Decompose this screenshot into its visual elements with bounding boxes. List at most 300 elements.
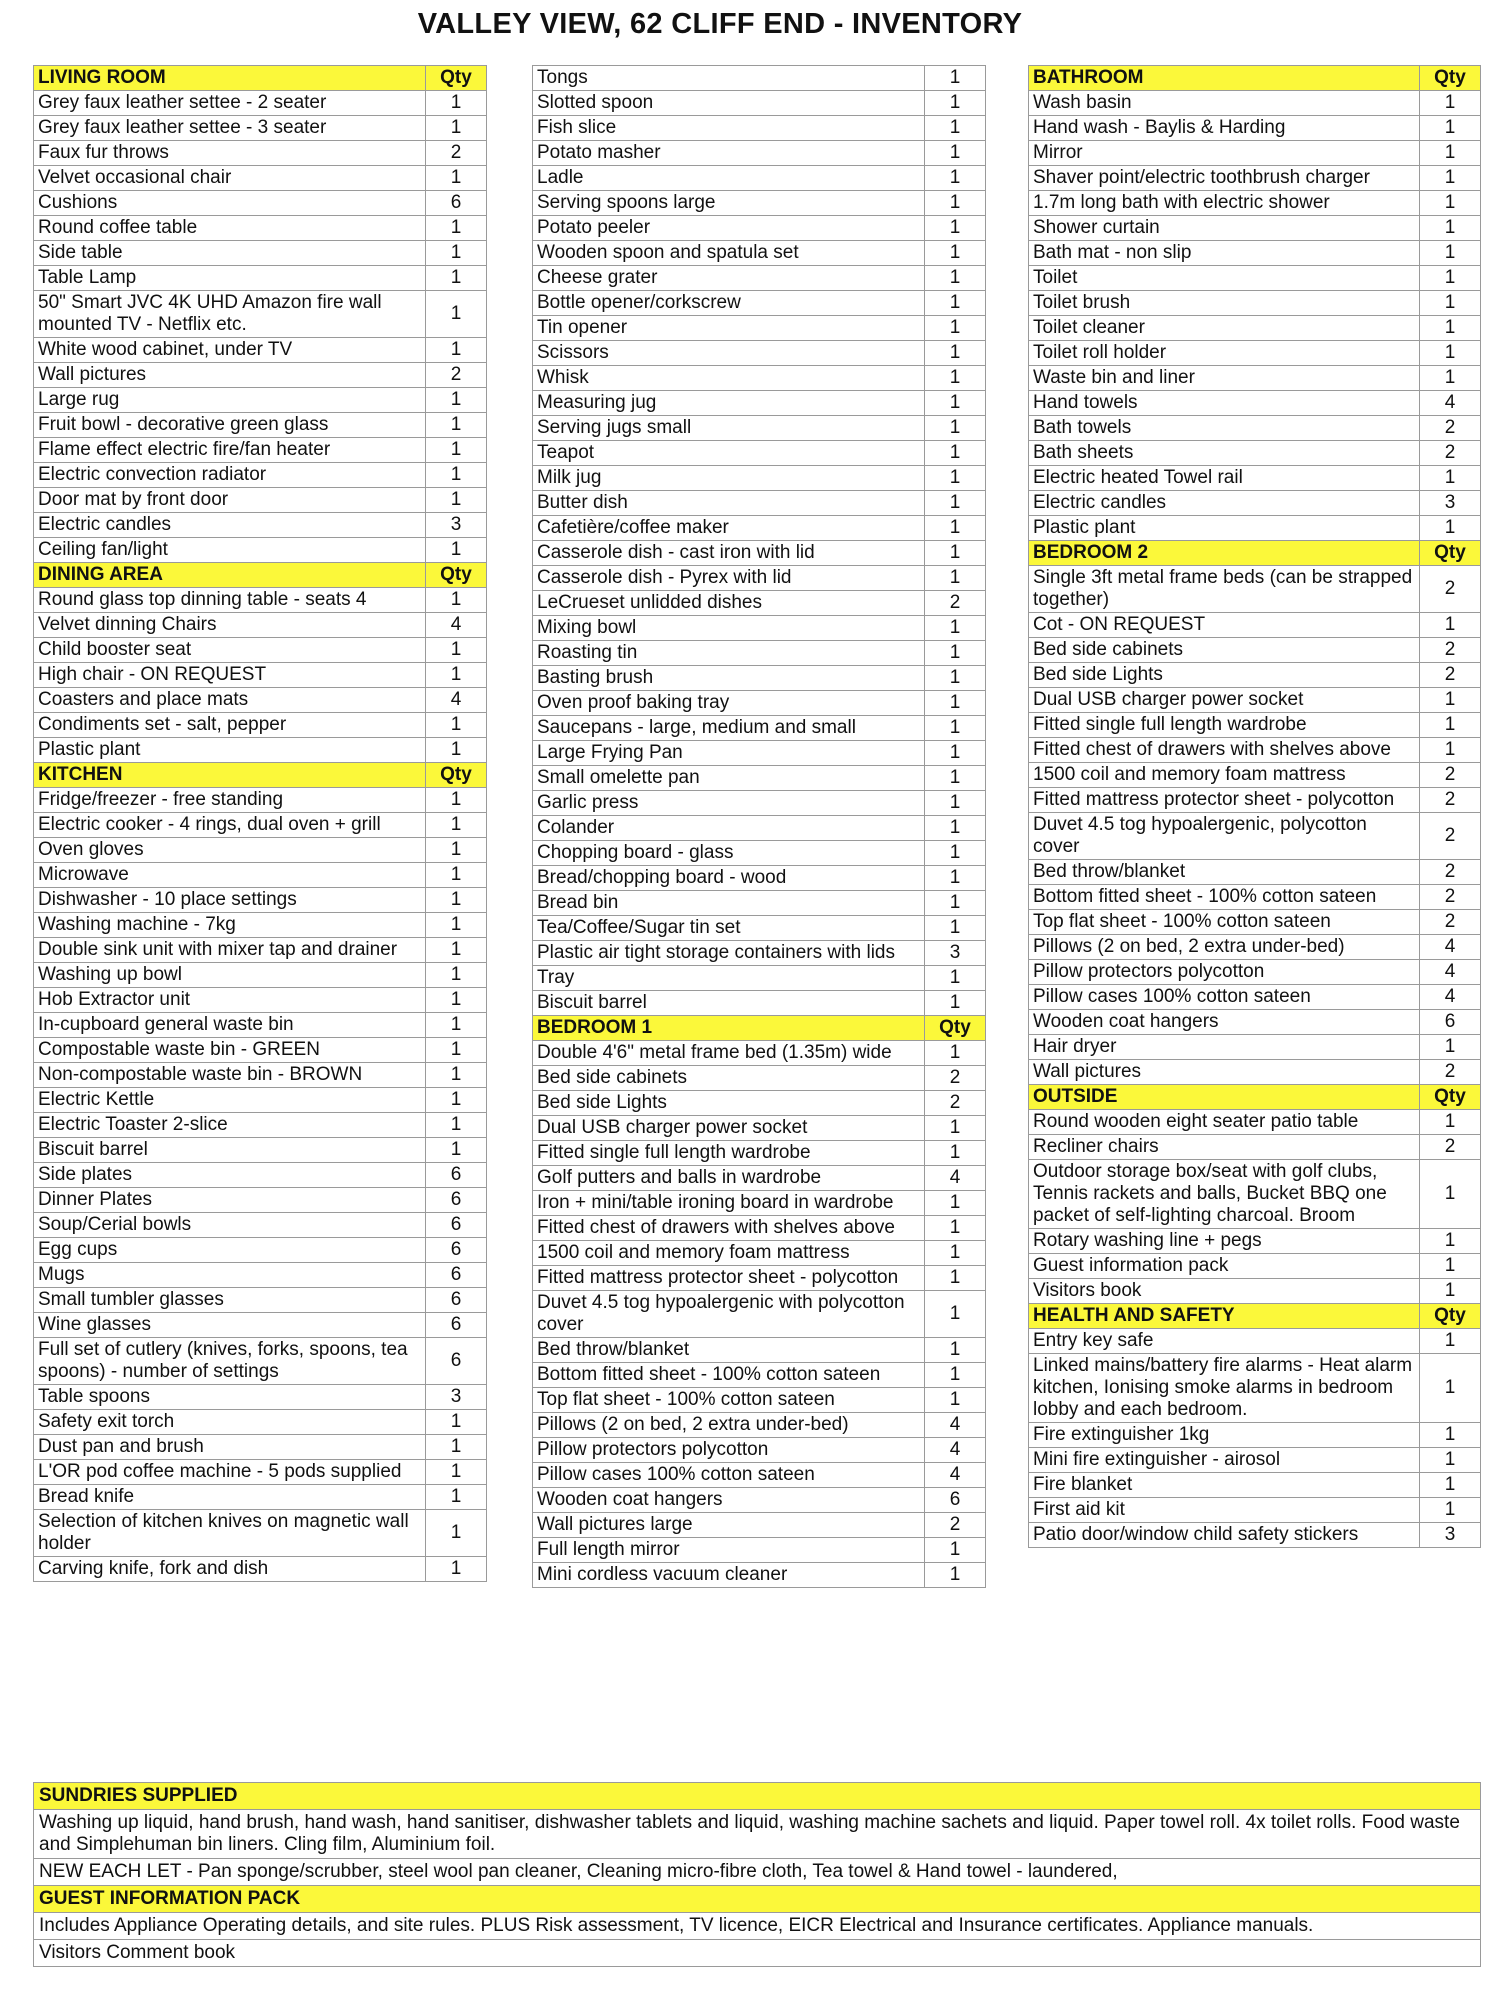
item-qty: 1: [925, 1241, 986, 1266]
inventory-table: [1028, 65, 1481, 1548]
item-name: Electric candles: [34, 513, 426, 538]
item-qty: 1: [925, 1363, 986, 1388]
item-qty: 1: [426, 1113, 487, 1138]
table-row: [533, 941, 986, 966]
item-name: Linked mains/battery fire alarms - Heat alarm kitchen, Ionising smoke alarms in bedroom lobby and each bedroom.: [1029, 1354, 1420, 1423]
item-name: White wood cabinet, under TV: [34, 338, 426, 363]
table-row: [34, 338, 487, 363]
table-row: [1029, 466, 1481, 491]
table-row: [1029, 1110, 1481, 1135]
item-name: Electric candles: [1029, 491, 1420, 516]
item-qty: 1: [925, 866, 986, 891]
item-name: Table Lamp: [34, 266, 426, 291]
sundries-section: [33, 1782, 1481, 1967]
table-row: [1029, 316, 1481, 341]
table-row: [533, 341, 986, 366]
item-name: Electric heated Towel rail: [1029, 466, 1420, 491]
table-row: [533, 1413, 986, 1438]
item-qty: 2: [1420, 813, 1481, 860]
item-qty: 1: [925, 316, 986, 341]
item-qty: 1: [426, 1460, 487, 1485]
table-row: [1029, 638, 1481, 663]
item-qty: 4: [925, 1463, 986, 1488]
item-name: Washing up bowl: [34, 963, 426, 988]
item-name: Duvet 4.5 tog hypoalergenic with polycotton cover: [533, 1291, 925, 1338]
item-qty: 1: [426, 266, 487, 291]
item-qty: 1: [925, 1216, 986, 1241]
qty-header: Qty: [1420, 1085, 1481, 1110]
item-qty: 1: [426, 438, 487, 463]
item-name: Potato peeler: [533, 216, 925, 241]
table-row: [34, 363, 487, 388]
item-name: Dust pan and brush: [34, 1435, 426, 1460]
table-row: [1029, 1229, 1481, 1254]
table-row: [533, 616, 986, 641]
item-qty: 6: [925, 1488, 986, 1513]
item-qty: 2: [1420, 441, 1481, 466]
table-row: [1029, 566, 1481, 613]
item-qty: 1: [925, 166, 986, 191]
item-qty: 1: [925, 566, 986, 591]
item-qty: 1: [925, 1116, 986, 1141]
item-name: Wine glasses: [34, 1313, 426, 1338]
item-qty: 6: [426, 191, 487, 216]
item-qty: 1: [1420, 1329, 1481, 1354]
item-name: Cheese grater: [533, 266, 925, 291]
table-row: [34, 388, 487, 413]
item-qty: 2: [426, 363, 487, 388]
table-row: [1029, 1135, 1481, 1160]
table-row: [34, 241, 487, 266]
item-name: Soup/Cerial bowls: [34, 1213, 426, 1238]
item-qty: 1: [925, 916, 986, 941]
table-row: [533, 591, 986, 616]
item-qty: 1: [1420, 713, 1481, 738]
item-name: Pillows (2 on bed, 2 extra under-bed): [1029, 935, 1420, 960]
item-name: Side plates: [34, 1163, 426, 1188]
table-row: [34, 1460, 487, 1485]
table-row: [34, 913, 487, 938]
table-row: [533, 91, 986, 116]
item-name: Full length mirror: [533, 1538, 925, 1563]
item-name: Fitted single full length wardrobe: [533, 1141, 925, 1166]
item-qty: 6: [426, 1263, 487, 1288]
item-name: Milk jug: [533, 466, 925, 491]
item-qty: 1: [426, 713, 487, 738]
table-row: [34, 1138, 487, 1163]
item-name: Mixing bowl: [533, 616, 925, 641]
item-qty: 1: [1420, 266, 1481, 291]
item-qty: 1: [925, 491, 986, 516]
table-row: [34, 1510, 487, 1557]
item-qty: 1: [925, 91, 986, 116]
item-name: Coasters and place mats: [34, 688, 426, 713]
item-qty: 2: [1420, 1060, 1481, 1085]
table-row: [533, 1513, 986, 1538]
item-name: Top flat sheet - 100% cotton sateen: [533, 1388, 925, 1413]
table-row: [533, 216, 986, 241]
table-row: [1029, 216, 1481, 241]
table-row: [533, 766, 986, 791]
item-name: Bottom fitted sheet - 100% cotton sateen: [533, 1363, 925, 1388]
table-row: [34, 191, 487, 216]
table-row: [1029, 663, 1481, 688]
item-name: Wooden coat hangers: [1029, 1010, 1420, 1035]
item-name: Guest information pack: [1029, 1254, 1420, 1279]
item-name: Measuring jug: [533, 391, 925, 416]
table-row: [1029, 763, 1481, 788]
item-qty: 1: [1420, 291, 1481, 316]
item-name: Toilet: [1029, 266, 1420, 291]
item-qty: 2: [1420, 638, 1481, 663]
table-row: [34, 1013, 487, 1038]
table-row: [533, 1538, 986, 1563]
table-row: [533, 1388, 986, 1413]
table-row: [533, 1338, 986, 1363]
qty-header: Qty: [1420, 1304, 1481, 1329]
table-row: [1029, 1160, 1481, 1229]
item-qty: 2: [1420, 860, 1481, 885]
section-header-row: [1029, 1304, 1481, 1329]
table-row: [533, 1241, 986, 1266]
item-name: L'OR pod coffee machine - 5 pods supplied: [34, 1460, 426, 1485]
item-name: Dishwasher - 10 place settings: [34, 888, 426, 913]
item-name: Bed side cabinets: [533, 1066, 925, 1091]
item-qty: 1: [426, 1138, 487, 1163]
item-qty: 6: [426, 1313, 487, 1338]
table-row: [34, 988, 487, 1013]
item-name: Plastic plant: [1029, 516, 1420, 541]
table-row: [533, 866, 986, 891]
sundries-line: NEW EACH LET - Pan sponge/scrubber, steel wool pan cleaner, Cleaning micro-fibre cloth, Tea towel & Hand towel - laundered,: [34, 1859, 1481, 1886]
table-row: [34, 613, 487, 638]
table-row: [1029, 241, 1481, 266]
item-name: Butter dish: [533, 491, 925, 516]
table-row: [34, 1113, 487, 1138]
table-row: [1029, 860, 1481, 885]
item-qty: 1: [1420, 166, 1481, 191]
item-qty: 1: [925, 541, 986, 566]
item-qty: 1: [1420, 516, 1481, 541]
item-name: Fitted mattress protector sheet - polycotton: [1029, 788, 1420, 813]
item-qty: 1: [1420, 116, 1481, 141]
item-name: Fitted chest of drawers with shelves above: [533, 1216, 925, 1241]
item-qty: 1: [426, 1063, 487, 1088]
guest-pack-line: Visitors Comment book: [34, 1940, 1481, 1967]
item-name: Carving knife, fork and dish: [34, 1557, 426, 1582]
item-qty: 1: [426, 488, 487, 513]
table-row: [1029, 91, 1481, 116]
item-qty: 4: [1420, 391, 1481, 416]
item-qty: 1: [426, 388, 487, 413]
table-row: [1029, 813, 1481, 860]
table-row: [533, 1266, 986, 1291]
item-qty: 1: [426, 913, 487, 938]
item-name: Door mat by front door: [34, 488, 426, 513]
table-row: [1029, 166, 1481, 191]
item-name: Fitted chest of drawers with shelves above: [1029, 738, 1420, 763]
item-name: Ladle: [533, 166, 925, 191]
item-qty: 1: [1420, 141, 1481, 166]
item-name: Compostable waste bin - GREEN: [34, 1038, 426, 1063]
section-header-row: [1029, 66, 1481, 91]
table-row: [34, 116, 487, 141]
item-qty: 1: [925, 1141, 986, 1166]
item-qty: 1: [426, 788, 487, 813]
item-name: In-cupboard general waste bin: [34, 1013, 426, 1038]
table-row: [533, 1463, 986, 1488]
item-qty: 1: [426, 1088, 487, 1113]
item-qty: 3: [1420, 1523, 1481, 1548]
item-name: Wall pictures large: [533, 1513, 925, 1538]
table-row: [1029, 935, 1481, 960]
item-name: High chair - ON REQUEST: [34, 663, 426, 688]
table-row: [34, 713, 487, 738]
item-qty: 1: [925, 266, 986, 291]
table-row: [34, 291, 487, 338]
item-qty: 1: [925, 441, 986, 466]
item-qty: 1: [925, 1291, 986, 1338]
table-row: [1029, 116, 1481, 141]
item-name: Patio door/window child safety stickers: [1029, 1523, 1420, 1548]
item-qty: 1: [1420, 1498, 1481, 1523]
item-name: Fire blanket: [1029, 1473, 1420, 1498]
table-row: [1029, 788, 1481, 813]
item-qty: 1: [426, 1038, 487, 1063]
item-name: Hand wash - Baylis & Harding: [1029, 116, 1420, 141]
table-row: [1029, 1423, 1481, 1448]
item-name: Electric convection radiator: [34, 463, 426, 488]
item-qty: 1: [426, 413, 487, 438]
item-qty: 4: [1420, 935, 1481, 960]
item-name: Hob Extractor unit: [34, 988, 426, 1013]
table-row: [533, 116, 986, 141]
item-name: Bath mat - non slip: [1029, 241, 1420, 266]
table-row: [533, 166, 986, 191]
table-row: [1029, 516, 1481, 541]
item-name: Cot - ON REQUEST: [1029, 613, 1420, 638]
item-name: Chopping board - glass: [533, 841, 925, 866]
item-name: Fruit bowl - decorative green glass: [34, 413, 426, 438]
item-qty: 1: [426, 663, 487, 688]
item-qty: 1: [426, 963, 487, 988]
table-row: [1029, 391, 1481, 416]
item-qty: 1: [426, 638, 487, 663]
item-name: Bread knife: [34, 1485, 426, 1510]
table-row: [34, 1238, 487, 1263]
item-qty: 1: [925, 516, 986, 541]
sundries-line: Washing up liquid, hand brush, hand wash, hand sanitiser, dishwasher tablets and liquid, washing machine sachets and liquid. Paper towel roll. 4x toilet rolls. Food waste and Simplehuman bin liners. Cling film, Aluminium foil.: [34, 1810, 1481, 1859]
table-row: [34, 1435, 487, 1460]
table-row: [34, 888, 487, 913]
guest-pack-heading: GUEST INFORMATION PACK: [34, 1886, 1481, 1913]
item-name: Pillow protectors polycotton: [1029, 960, 1420, 985]
item-qty: 1: [1420, 341, 1481, 366]
item-name: Ceiling fan/light: [34, 538, 426, 563]
table-row: [34, 1485, 487, 1510]
table-row: [1029, 1498, 1481, 1523]
item-qty: 1: [1420, 738, 1481, 763]
item-name: Small omelette pan: [533, 766, 925, 791]
item-qty: 3: [426, 513, 487, 538]
item-qty: 1: [1420, 216, 1481, 241]
item-name: Large rug: [34, 388, 426, 413]
item-qty: 1: [1420, 1254, 1481, 1279]
item-name: Top flat sheet - 100% cotton sateen: [1029, 910, 1420, 935]
item-qty: 2: [1420, 763, 1481, 788]
item-qty: 1: [426, 1557, 487, 1582]
item-qty: 1: [925, 216, 986, 241]
qty-header: Qty: [426, 66, 487, 91]
item-qty: 4: [1420, 960, 1481, 985]
item-qty: 1: [1420, 1229, 1481, 1254]
item-qty: 1: [426, 1013, 487, 1038]
item-qty: 1: [426, 838, 487, 863]
item-qty: 1: [1420, 688, 1481, 713]
item-name: Plastic air tight storage containers with lids: [533, 941, 925, 966]
table-row: [1029, 191, 1481, 216]
item-qty: 1: [925, 366, 986, 391]
item-qty: 1: [1420, 613, 1481, 638]
item-name: Mini fire extinguisher - airosol: [1029, 1448, 1420, 1473]
item-qty: 1: [925, 66, 986, 91]
item-qty: 1: [1420, 241, 1481, 266]
table-row: [1029, 441, 1481, 466]
table-row: [34, 463, 487, 488]
item-name: Saucepans - large, medium and small: [533, 716, 925, 741]
item-name: Rotary washing line + pegs: [1029, 1229, 1420, 1254]
table-row: [1029, 885, 1481, 910]
item-qty: 6: [426, 1238, 487, 1263]
table-row: [34, 1088, 487, 1113]
table-row: [1029, 266, 1481, 291]
item-name: Table spoons: [34, 1385, 426, 1410]
table-row: [1029, 1010, 1481, 1035]
table-row: [533, 641, 986, 666]
table-row: [1029, 910, 1481, 935]
item-qty: 1: [925, 416, 986, 441]
table-row: [1029, 688, 1481, 713]
item-name: Dinner Plates: [34, 1188, 426, 1213]
qty-header: Qty: [426, 563, 487, 588]
item-name: Toilet cleaner: [1029, 316, 1420, 341]
item-name: Child booster seat: [34, 638, 426, 663]
item-name: Electric Kettle: [34, 1088, 426, 1113]
item-qty: 1: [1420, 1110, 1481, 1135]
item-qty: 1: [925, 1563, 986, 1588]
item-qty: 1: [426, 1510, 487, 1557]
item-name: Round wooden eight seater patio table: [1029, 1110, 1420, 1135]
table-row: [1029, 141, 1481, 166]
item-qty: 1: [925, 1388, 986, 1413]
item-name: Velvet occasional chair: [34, 166, 426, 191]
item-qty: 1: [1420, 1160, 1481, 1229]
item-name: Round glass top dinning table - seats 4: [34, 588, 426, 613]
item-qty: 1: [925, 616, 986, 641]
item-qty: 1: [925, 1266, 986, 1291]
table-row: [533, 1363, 986, 1388]
table-row: [533, 1091, 986, 1116]
item-qty: 2: [1420, 885, 1481, 910]
item-name: Dual USB charger power socket: [1029, 688, 1420, 713]
table-row: [533, 741, 986, 766]
item-name: Oven proof baking tray: [533, 691, 925, 716]
item-name: Tray: [533, 966, 925, 991]
item-qty: 1: [925, 716, 986, 741]
item-name: Pillow cases 100% cotton sateen: [1029, 985, 1420, 1010]
item-qty: 1: [925, 666, 986, 691]
table-row: [533, 1166, 986, 1191]
section-title: LIVING ROOM: [34, 66, 426, 91]
item-name: Safety exit torch: [34, 1410, 426, 1435]
item-name: Tongs: [533, 66, 925, 91]
item-qty: 6: [426, 1288, 487, 1313]
item-name: 50" Smart JVC 4K UHD Amazon fire wall mounted TV - Netflix etc.: [34, 291, 426, 338]
table-row: [34, 1213, 487, 1238]
item-name: Velvet dinning Chairs: [34, 613, 426, 638]
table-row: [533, 841, 986, 866]
item-qty: 2: [1420, 910, 1481, 935]
item-qty: 1: [426, 1485, 487, 1510]
table-row: [34, 663, 487, 688]
table-row: [533, 1291, 986, 1338]
table-row: [34, 488, 487, 513]
table-row: [533, 666, 986, 691]
item-qty: 1: [1420, 1035, 1481, 1060]
item-qty: 1: [925, 841, 986, 866]
item-name: Plastic plant: [34, 738, 426, 763]
item-qty: 1: [1420, 466, 1481, 491]
table-row: [533, 1066, 986, 1091]
item-name: Bread bin: [533, 891, 925, 916]
inventory-table: [33, 65, 487, 1582]
table-row: [34, 513, 487, 538]
item-name: Small tumbler glasses: [34, 1288, 426, 1313]
item-name: Entry key safe: [1029, 1329, 1420, 1354]
table-row: [533, 691, 986, 716]
table-row: [1029, 985, 1481, 1010]
table-row: [533, 466, 986, 491]
item-name: Grey faux leather settee - 2 seater: [34, 91, 426, 116]
table-row: [1029, 1035, 1481, 1060]
item-qty: 4: [925, 1166, 986, 1191]
table-row: [34, 1188, 487, 1213]
item-name: Round coffee table: [34, 216, 426, 241]
table-row: [533, 716, 986, 741]
table-row: [533, 516, 986, 541]
qty-header: Qty: [925, 1016, 986, 1041]
item-name: Wall pictures: [34, 363, 426, 388]
item-qty: 1: [925, 1538, 986, 1563]
item-qty: 2: [1420, 1135, 1481, 1160]
section-title: KITCHEN: [34, 763, 426, 788]
item-qty: 2: [1420, 566, 1481, 613]
item-name: Pillow protectors polycotton: [533, 1438, 925, 1463]
item-name: Iron + mini/table ironing board in wardrobe: [533, 1191, 925, 1216]
item-qty: 1: [925, 341, 986, 366]
item-name: Cushions: [34, 191, 426, 216]
item-name: 1.7m long bath with electric shower: [1029, 191, 1420, 216]
item-qty: 1: [925, 991, 986, 1016]
table-row: [1029, 713, 1481, 738]
item-name: Non-compostable waste bin - BROWN: [34, 1063, 426, 1088]
table-row: [34, 413, 487, 438]
table-row: [533, 416, 986, 441]
item-name: Outdoor storage box/seat with golf clubs, Tennis rackets and balls, Bucket BBQ one packet of self-lighting charcoal. Broom: [1029, 1160, 1420, 1229]
item-name: Serving spoons large: [533, 191, 925, 216]
item-qty: 2: [925, 591, 986, 616]
sundries-table: [33, 1782, 1481, 1967]
